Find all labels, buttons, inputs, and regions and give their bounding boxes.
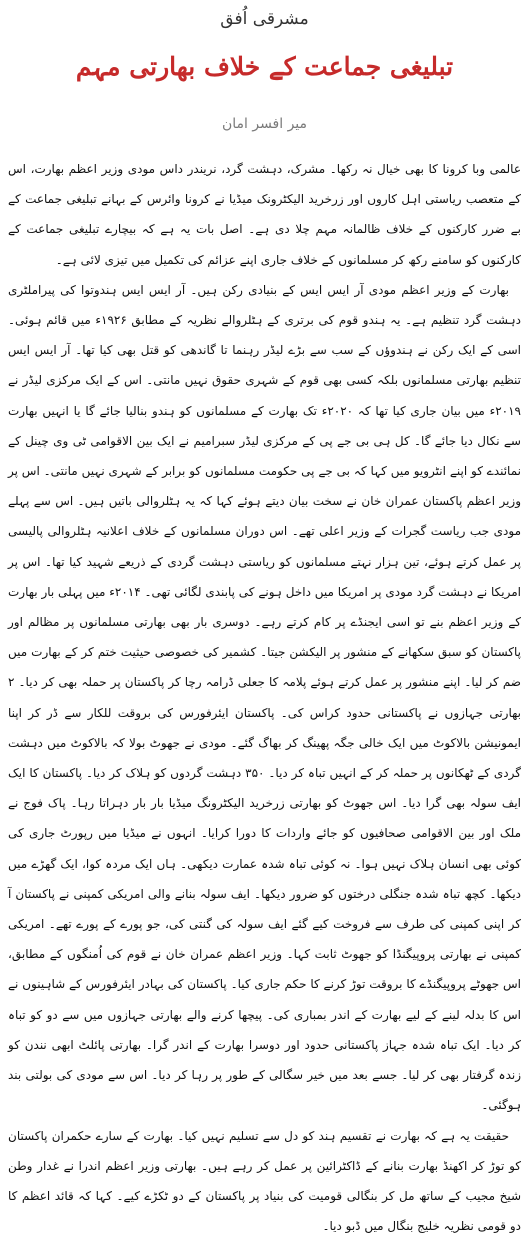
paragraph-1: عالمی وبا کرونا کا بھی خیال نہ رکھا۔ مشرک، دہشت گرد، نریندر داس مودی وزیر اعظم بھارت، اس کے متعصب ریاستی اہل کاروں اور زرخرید الیکٹرونک میڈیا نے کرونا وائرس کے بہانے تبلیغی جماعت کے بے ضرر کارکنوں کے خلاف ظالمانہ مہم چلا دی ہے۔ اصل بات یہ ہے کہ بیچارے تبلیغی جماعت کے کارکنوں کو سامنے رکھ کر مسلمانوں کے خلاف جاری اپنے عزائم کی تکمیل میں تیزی لائی ہے۔ [8,162,521,267]
headline: تبلیغی جماعت کے خلاف بھارتی مہم [75,52,454,81]
author-byline: میر افسر امان [221,116,308,132]
column-title: مشرقی اُفق [220,9,309,29]
article-body [8,154,521,1241]
paragraph-3: حقیقت یہ ہے کہ بھارت نے تقسیم ہند کو دل سے تسلیم نہیں کیا۔ بھارت کے سارے حکمران پاکستان کو توڑ کر اکھنڈ بھارت بنانے کے ڈاکٹرائین پر عمل کر رہے ہیں۔ بھارتی وزیر اعظم اندرا نے غدار وطن شیخ مجیب کے ساتھ مل کر بنگالی قومیت کی بنیاد پر پاکستان کے دو ٹکڑے کیے۔ کہا کہ قائد اعظم کا دو قومی نظریہ خلیج بنگال میں ڈبو دیا۔ [8,1128,521,1234]
paragraph-2: بھارت کے وزیر اعظم مودی آر ایس ایس کے بنیادی رکن ہیں۔ آر ایس ایس ہندوتوا کی پیراملٹری دہشت گرد تنظیم ہے۔ یہ ہندو قوم کی برتری کے ہٹلروالے نظریہ کے مطابق ۱۹۲۶ء میں قائم ہوئی۔ اسی کے ایک رکن نے ہندوؤں کے سب سے بڑے لیڈر رہنما تا گاندھی کو قتل بھی کیا تھا۔ آر ایس ایس تنظیم بھارتی مسلمانوں بلکہ کسی بھی قوم کے شہری حقوق نہیں مانتی۔ اس کے ایک مرکزی لیڈر نے ۲۰۱۹ء میں بیان جاری کیا تھا کہ ۲۰۲۰ء تک بھارت کے مسلمانوں کو ہندو بنالیا جائے گا یا انہیں بھارت سے نکال دیا جائے گا۔ کل ہی بی جے پی کے مرکزی لیڈر سبرامیم نے ایک بین الاقوامی ٹی وی چینل کے نمائندے کو اپنے انٹرویو میں کہا کہ بی جے پی حکومت مسلمانوں کو برابر کے شہری نہیں مانتی۔ اس پر وزیر اعظم پاکستان عمران خان نے سخت بیان دیتے ہوئے کہا کہ یہ ہٹلروالی باتیں ہیں۔ اس سے پہلے مودی جب ریاست گجرات کے وزیر اعلی تھے۔ اس دوران مسلمانوں کے خلاف اعلانیہ ہٹلروالی پالیسی پر عمل کرتے ہوئے، تین ہزار نہتے مسلمانوں کو ریاستی دہشت گردی کے ذریعے شہید کیا تھا۔ اس پر امریکا نے دہشت گرد مودی پر امریکا میں داخل ہونے کی پابندی لگائی تھی۔ ۲۰۱۴ء میں پہلی بار بھارت کے وزیر اعظم بنے تو اسی ایجنڈے پر کام کرتے رہے۔ دوسری بار بھی بھارتی مسلمانوں پر مظالم اور پاکستان کو سبق سکھانے کے منشور پر الیکشن جیتا۔ کشمیر کی خصوصی حیثیت ختم کر کے بھارت میں ضم کر لیا۔ اپنے منشور پر عمل کرتے ہوئے پلامہ کا جعلی ڈرامہ رچا کر پاکستان پر حملہ بھی کر دیا۔ ۲ بھارتی جہازوں نے پاکستانی حدود کراس کی۔ پاکستان ایئرفورس کی بروقت للکار سے ڈر کر اپنا ایمونیشن بالاکوٹ میں ایک خالی جگہ پھینگ کر بھاگ گئے۔ مودی نے جھوٹ بولا کہ بالاکوٹ میں دہشت گردی کے ٹھکانوں پر حملہ کر کے انہیں تباہ کر دیا۔ ۳۵۰ دہشت گردوں کو ہلاک کر دیا۔ پاکستان کا ایک ایف سولہ بھی گرا دیا۔ اس جھوٹ کو بھارتی زرخرید الیکٹرونگ میڈیا بار بار دہراتا رہا۔ پاک فوج نے ملک اور بین الاقوامی صحافیوں کو جائے واردات کا دورا کرایا۔ انہوں نے میڈیا میں رپورٹ جاری کی کوئی بھی انسان ہلاک نہیں ہوا۔ نہ کوئی تباہ شدہ عمارت دیکھی۔ ہاں ایک مردہ کوا، ایک گھڑے میں دیکھا۔ کچھ تباہ شدہ جنگلی درختوں کو ضرور دیکھا۔ ایف سولہ بنانے والی امریکی کمپنی نے پاکستان آ کر اپنی کمپنی کی طرف سے فروخت کیے گئے ایف سولہ کی گنتی کی، جو پورے کے پورے تھے۔ امریکی کمپنی نے بھارتی پروپیگنڈا کو جھوٹ ثابت کہا۔ وزیر اعظم عمران خان نے قوم کی اُمنگوں کے مطابق، اس جھوٹے پروپیگنڈے کا بروقت توڑ کرنے کا حکم جاری کیا۔ پاکستان کی بہادر ایئرفورس کے شاہینوں نے اس کا بدلہ لینے کے لیے بھارت کے اندر بمباری کی۔ پیچھا کرنے والے بھارتی جہازوں میں سے دو کو تباہ کر دیا۔ ایک تباہ شدہ جہاز پاکستانی حدود اور دوسرا بھارت کے اندر گرا۔ بھارتی پائلٹ ابھی نندن کو زندہ گرفتار بھی کر لیا۔ جسے بعد میں خیر سگالی کے طور پر رہا کر دیا۔ اس سے مودی کی بولتی بند ہوگئی۔ [8,282,522,1113]
